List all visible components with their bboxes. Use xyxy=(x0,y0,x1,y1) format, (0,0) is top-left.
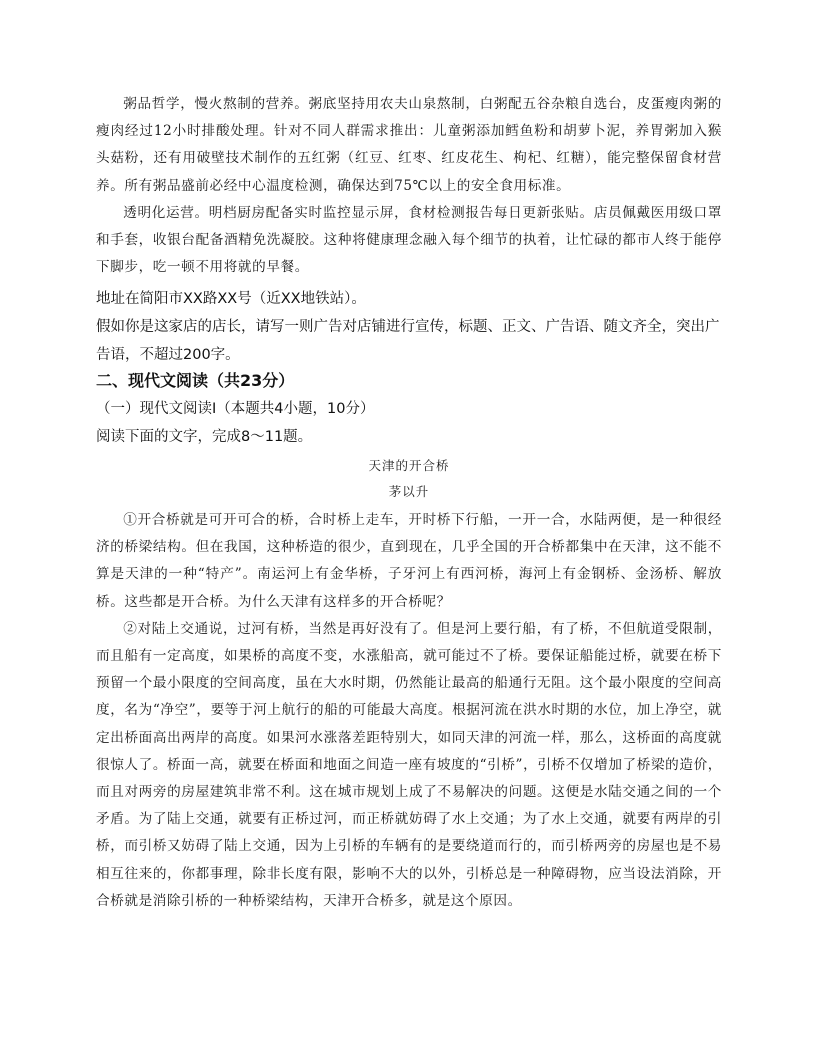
reading-instruction: 阅读下面的文字，完成8～11题。 xyxy=(96,429,313,445)
ad-description xyxy=(96,91,722,281)
task-section xyxy=(96,285,722,369)
address-line: 地址在简阳市XX路XX号（近XX地铁站）。 xyxy=(96,291,366,307)
article-paragraph-2: ②对陆上交通说，过河有桥，当然是再好没有了。但是河上要行船，有了桥，不但航道受限制，而且船有一定高度，如果桥的高度不变，水涨船高，就可能过不了桥。要保证船能过桥，就要在桥下预留一个最小限度的空间高度，虽在大水时期，仍然能让最高的船通行无阻。这个最小限度的空间高度，名为“净空”，要等于河上航行的船的可能最大高度。根据河流在洪水时期的水位，加上净空，就定出桥面高出两岸的高度。如果河水涨落差距特别大，如同天津的河流一样，那么，这桥面的高度就很惊人了。桥面一高，就要在桥面和地面之间造一座有坡度的“引桥”，引桥不仅增加了桥梁的造价，而且对两旁的房屋建筑非常不利。这在城市规划上成了不易解决的问题。这便是水陆交通之间的一个矛盾。为了陆上交通，就要有正桥过河，而正桥就妨碍了水上交通；为了水上交通，就要有两岸的引桥，而引桥又妨碍了陆上交通，因为上引桥的车辆有的是要绕道而行的，而引桥两旁的房屋也是不易相互往来的，你都事理，除非长度有限，影响不大的以外，引桥总是一种障碍物，应当设法消除，开合桥就是消除引桥的一种桥梁结构，天津开合桥多，就是这个原因。 xyxy=(96,620,722,909)
ad-paragraph-porridge: 粥品哲学，慢火熬制的营养。粥底坚持用农夫山泉熬制，白粥配五谷杂粮自选台，皮蛋瘦肉粥的瘦肉经过12小时排酸处理。针对不同人群需求推出：儿童粥添加鳕鱼粉和胡萝卜泥，养胃粥加入猴头菇粉，还有用破壁技术制作的五红粥（红豆、红枣、红皮花生、枸杞、红糖），能完整保留食材营养。所有粥品盛前必经中心温度检测，确保达到75℃以上的安全食用标准。 xyxy=(96,96,722,194)
article-title: 天津的开合桥 xyxy=(368,458,450,473)
article-paragraph-1: ①开合桥就是可开可合的桥，合时桥上走车，开时桥下行船，一开一合，水陆两便，是一种很经济的桥梁结构。但在我国，这种桥造的很少，直到现在，几乎全国的开合桥都集中在天津，这不能不算是天津的一种“特产”。南运河上有金华桥，子牙河上有西河桥，海河上有金钢桥、金汤桥、解放桥。这些都是开合桥。为什么天津有这样多的开合桥呢？ xyxy=(96,512,722,610)
ad-paragraph-operation: 透明化运营。明档厨房配备实时监控显示屏，食材检测报告每日更新张贴。店员佩戴医用级口罩和手套，收银台配备酒精免洗凝胶。这种将健康理念融入每个细节的执着，让忙碌的都市人终于能停下脚步，吃一顿不用将就的早餐。 xyxy=(96,204,722,276)
article-author: 茅以升 xyxy=(388,484,430,499)
subsection-title: （一）现代文阅读Ⅰ（本题共4小题，10分） xyxy=(96,401,375,417)
section-header xyxy=(96,367,722,451)
section-title: 二、现代文阅读（共23分） xyxy=(96,371,295,390)
writing-task: 假如你是这家店的店长，请写一则广告对店铺进行宣传，标题、正文、广告语、随文齐全，突出广告语，不超过200字。 xyxy=(96,319,720,363)
article-heading xyxy=(96,453,722,505)
article-body xyxy=(96,507,722,915)
